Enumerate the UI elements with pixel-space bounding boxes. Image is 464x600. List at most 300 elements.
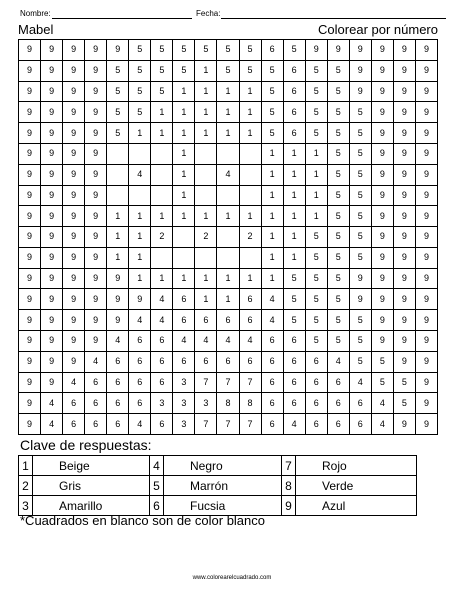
grid-cell [151,248,173,269]
key-number: 6 [150,496,164,516]
grid-cell: 9 [416,206,438,227]
grid-cell: 6 [129,331,151,352]
grid-cell: 1 [240,102,262,123]
grid-cell: 5 [129,61,151,82]
grid-cell: 9 [63,269,85,290]
grid-cell: 9 [416,82,438,103]
grid-cell: 9 [63,165,85,186]
grid-cell: 9 [41,186,63,207]
grid-cell: 9 [41,269,63,290]
grid-cell: 6 [217,310,239,331]
key-number: 4 [150,456,164,476]
grid-cell: 6 [63,414,85,435]
grid-cell: 2 [240,227,262,248]
grid-cell: 5 [350,165,372,186]
grid-cell: 9 [394,186,416,207]
grid-cell: 3 [151,393,173,414]
grid-cell: 9 [41,82,63,103]
grid-cell: 9 [306,40,328,61]
grid-cell [240,248,262,269]
grid-cell: 9 [394,40,416,61]
grid-cell: 9 [63,206,85,227]
grid-cell: 8 [240,393,262,414]
grid-cell: 9 [394,227,416,248]
grid-cell: 9 [19,102,41,123]
grid-cell: 9 [85,227,107,248]
grid-cell: 1 [240,123,262,144]
grid-cell: 1 [195,123,217,144]
grid-cell: 9 [416,102,438,123]
grid-cell: 9 [394,414,416,435]
answer-key-row [19,476,417,496]
grid-cell: 6 [129,352,151,373]
student-name: Mabel [18,22,54,37]
grid-cell: 9 [63,144,85,165]
grid-cell [217,248,239,269]
grid-cell: 9 [129,289,151,310]
grid-cell: 9 [350,82,372,103]
grid-cell: 6 [328,414,350,435]
grid-cell: 5 [350,248,372,269]
grid-cell: 5 [328,186,350,207]
grid-cell: 6 [107,414,129,435]
grid-cell: 3 [195,393,217,414]
grid-cell: 1 [107,248,129,269]
grid-cell: 9 [372,40,394,61]
grid-cell: 9 [416,373,438,394]
grid-cell: 9 [328,40,350,61]
grid-cell: 9 [63,248,85,269]
grid-cell: 1 [173,144,195,165]
grid-cell: 9 [394,206,416,227]
grid-cell: 1 [173,186,195,207]
grid-cell: 9 [19,269,41,290]
key-color-name: Azul [296,496,417,516]
grid-cell: 6 [262,373,284,394]
grid-cell: 9 [41,165,63,186]
grid-cell: 9 [372,310,394,331]
grid-cell: 6 [151,331,173,352]
grid-cell: 4 [41,414,63,435]
grid-cell: 5 [328,102,350,123]
grid-cell: 9 [107,269,129,290]
grid-cell: 4 [41,393,63,414]
grid-cell: 5 [306,82,328,103]
grid-cell: 4 [328,352,350,373]
grid-cell: 6 [129,373,151,394]
grid-cell: 4 [372,393,394,414]
grid-cell: 3 [173,393,195,414]
grid-cell: 5 [328,82,350,103]
grid-cell: 6 [284,352,306,373]
grid-cell: 1 [284,144,306,165]
grid-cell: 6 [284,102,306,123]
grid-cell: 6 [85,414,107,435]
grid-cell: 5 [306,331,328,352]
grid-cell: 9 [85,165,107,186]
grid-cell: 6 [350,414,372,435]
grid-cell: 9 [19,206,41,227]
key-number: 2 [19,476,33,496]
grid-cell: 9 [19,373,41,394]
grid-cell: 5 [328,248,350,269]
grid-cell: 5 [129,40,151,61]
grid-cell: 1 [151,102,173,123]
grid-cell: 6 [151,414,173,435]
grid-cell: 6 [63,393,85,414]
grid-cell: 1 [173,269,195,290]
grid-cell: 9 [19,393,41,414]
grid-cell: 4 [173,331,195,352]
date-underline [221,18,446,19]
grid-cell: 4 [350,373,372,394]
grid-cell: 6 [129,393,151,414]
grid-cell: 5 [350,352,372,373]
grid-cell: 9 [41,206,63,227]
grid-cell: 1 [306,144,328,165]
grid-cell: 1 [173,82,195,103]
grid-cell: 9 [350,269,372,290]
key-color-name: Amarillo [33,496,150,516]
answer-key-row [19,456,417,476]
grid-cell: 9 [394,289,416,310]
color-by-number-grid [18,39,438,435]
key-number: 3 [19,496,33,516]
grid-cell: 5 [306,269,328,290]
grid-cell: 1 [262,186,284,207]
grid-cell: 5 [306,227,328,248]
grid-cell: 9 [394,165,416,186]
grid-cell: 6 [240,310,262,331]
grid-cell: 4 [217,331,239,352]
grid-cell: 9 [63,352,85,373]
grid-cell: 9 [19,248,41,269]
grid-cell [240,144,262,165]
grid-cell: 9 [41,331,63,352]
grid-cell: 9 [416,248,438,269]
grid-cell: 9 [372,123,394,144]
grid-cell: 9 [416,352,438,373]
grid-cell: 9 [41,144,63,165]
grid-cell: 5 [107,61,129,82]
grid-cell: 5 [107,102,129,123]
grid-cell: 6 [328,373,350,394]
grid-cell: 1 [195,269,217,290]
grid-cell: 9 [19,352,41,373]
grid-cell: 9 [350,61,372,82]
grid-cell: 5 [262,82,284,103]
grid-cell: 6 [107,352,129,373]
grid-cell: 9 [416,40,438,61]
grid-cell: 5 [240,40,262,61]
grid-cell [240,165,262,186]
grid-cell: 4 [240,331,262,352]
grid-cell [107,144,129,165]
grid-cell: 7 [217,373,239,394]
answer-key-title: Clave de respuestas: [20,437,152,453]
grid-cell: 9 [394,269,416,290]
grid-cell: 9 [107,40,129,61]
grid-cell: 5 [328,269,350,290]
key-number: 5 [150,476,164,496]
grid-cell: 9 [107,289,129,310]
grid-cell: 4 [262,310,284,331]
key-color-name: Negro [164,456,282,476]
grid-cell: 9 [394,123,416,144]
grid-cell: 9 [394,102,416,123]
grid-cell: 9 [107,310,129,331]
grid-cell: 9 [63,40,85,61]
grid-cell: 4 [372,414,394,435]
grid-cell: 1 [262,165,284,186]
grid-cell: 7 [195,414,217,435]
grid-cell: 6 [284,331,306,352]
grid-cell: 1 [217,102,239,123]
grid-cell: 9 [416,227,438,248]
grid-cell: 9 [85,331,107,352]
worksheet-title: Colorear por número [318,22,438,37]
grid-cell: 9 [19,40,41,61]
grid-cell: 6 [262,393,284,414]
grid-cell: 1 [151,206,173,227]
grid-cell: 5 [151,82,173,103]
grid-cell: 5 [372,352,394,373]
grid-cell: 9 [416,289,438,310]
grid-cell: 6 [151,373,173,394]
grid-cell: 1 [284,227,306,248]
grid-cell: 5 [262,123,284,144]
grid-cell: 7 [240,373,262,394]
grid-cell: 1 [151,123,173,144]
grid-cell: 9 [85,289,107,310]
key-number: 1 [19,456,33,476]
grid-cell: 1 [217,206,239,227]
grid-cell: 9 [394,144,416,165]
grid-cell: 9 [394,331,416,352]
grid-cell: 1 [284,206,306,227]
grid-cell: 6 [173,289,195,310]
grid-cell: 1 [262,206,284,227]
grid-cell: 3 [173,373,195,394]
grid-cell: 6 [284,123,306,144]
grid-cell: 9 [41,102,63,123]
key-number: 8 [282,476,296,496]
grid-cell: 9 [63,310,85,331]
grid-cell: 1 [240,269,262,290]
grid-cell: 6 [262,414,284,435]
grid-cell: 5 [173,40,195,61]
grid-cell: 5 [284,40,306,61]
grid-cell: 9 [63,61,85,82]
grid-cell: 5 [151,61,173,82]
grid-cell: 1 [195,206,217,227]
grid-cell: 5 [328,61,350,82]
grid-cell: 1 [173,206,195,227]
grid-cell: 9 [350,289,372,310]
grid-cell: 1 [240,206,262,227]
grid-cell: 6 [195,352,217,373]
grid-cell: 9 [372,144,394,165]
grid-cell: 9 [63,123,85,144]
grid-cell: 5 [350,227,372,248]
grid-cell: 5 [306,61,328,82]
grid-cell: 6 [262,40,284,61]
grid-cell [107,165,129,186]
grid-cell: 1 [129,269,151,290]
grid-cell: 5 [350,102,372,123]
grid-cell: 5 [306,310,328,331]
grid-cell: 5 [284,269,306,290]
grid-cell: 9 [85,123,107,144]
grid-cell: 9 [85,186,107,207]
grid-cell: 6 [217,352,239,373]
grid-cell: 5 [350,123,372,144]
grid-cell: 9 [416,269,438,290]
grid-cell: 9 [19,186,41,207]
grid-cell: 9 [85,102,107,123]
grid-cell: 9 [63,289,85,310]
grid-cell: 5 [151,40,173,61]
grid-cell [107,186,129,207]
grid-cell: 6 [151,352,173,373]
grid-cell: 6 [107,393,129,414]
grid-cell [129,186,151,207]
grid-cell: 9 [85,82,107,103]
grid-cell [240,186,262,207]
grid-cell: 9 [85,40,107,61]
grid-cell: 6 [240,352,262,373]
grid-cell: 5 [107,123,129,144]
grid-cell: 6 [306,352,328,373]
grid-cell: 9 [41,40,63,61]
grid-cell [195,165,217,186]
grid-cell: 9 [394,61,416,82]
grid-cell: 5 [217,61,239,82]
grid-cell: 5 [328,123,350,144]
grid-cell: 5 [394,373,416,394]
grid-cell: 7 [217,414,239,435]
grid-cell: 9 [19,310,41,331]
grid-cell: 6 [240,289,262,310]
grid-cell: 9 [350,40,372,61]
grid-cell: 9 [19,331,41,352]
grid-cell: 6 [284,373,306,394]
grid-cell: 4 [63,373,85,394]
grid-cell: 9 [372,206,394,227]
grid-cell: 9 [41,352,63,373]
grid-cell: 1 [173,102,195,123]
grid-cell: 5 [284,289,306,310]
grid-cell: 4 [151,310,173,331]
grid-cell: 9 [416,186,438,207]
grid-cell [173,248,195,269]
grid-cell [129,144,151,165]
grid-cell: 9 [416,123,438,144]
grid-cell: 9 [372,289,394,310]
grid-cell: 1 [217,123,239,144]
grid-cell: 5 [306,289,328,310]
grid-cell: 9 [41,123,63,144]
grid-cell: 5 [328,144,350,165]
grid-cell [195,186,217,207]
grid-cell: 1 [151,269,173,290]
grid-cell: 9 [394,352,416,373]
grid-cell: 3 [173,414,195,435]
grid-cell: 7 [195,373,217,394]
grid-cell: 1 [129,123,151,144]
grid-cell: 5 [306,248,328,269]
grid-cell: 1 [262,227,284,248]
grid-cell: 9 [41,289,63,310]
grid-cell: 9 [63,102,85,123]
grid-cell: 9 [372,227,394,248]
grid-cell: 5 [350,144,372,165]
key-color-name: Marrón [164,476,282,496]
grid-cell: 4 [284,414,306,435]
grid-cell: 9 [19,82,41,103]
grid-cell: 4 [195,331,217,352]
grid-cell: 6 [306,393,328,414]
grid-cell: 9 [372,102,394,123]
grid-cell: 7 [240,414,262,435]
answer-key-table [18,455,417,516]
grid-cell: 9 [63,227,85,248]
grid-cell [151,165,173,186]
grid-cell: 9 [19,123,41,144]
grid-cell: 1 [173,123,195,144]
grid-cell: 6 [328,393,350,414]
grid-cell: 9 [394,310,416,331]
grid-cell [195,248,217,269]
grid-cell: 6 [173,352,195,373]
grid-cell: 1 [306,186,328,207]
grid-cell: 9 [85,310,107,331]
grid-cell: 1 [284,165,306,186]
grid-cell [217,144,239,165]
grid-cell: 5 [284,310,306,331]
grid-cell: 1 [306,206,328,227]
grid-cell: 4 [217,165,239,186]
date-label: Fecha: [196,9,221,18]
key-number: 7 [282,456,296,476]
grid-cell: 5 [306,102,328,123]
grid-cell: 4 [151,289,173,310]
grid-cell: 9 [85,206,107,227]
grid-cell: 9 [416,414,438,435]
grid-cell: 4 [129,414,151,435]
grid-cell: 9 [19,227,41,248]
grid-cell: 5 [372,373,394,394]
grid-cell: 1 [107,227,129,248]
grid-cell: 9 [19,414,41,435]
grid-cell [151,144,173,165]
grid-cell: 9 [372,61,394,82]
grid-cell: 9 [41,373,63,394]
grid-cell: 6 [284,82,306,103]
key-color-name: Fucsia [164,496,282,516]
grid-cell: 5 [262,102,284,123]
grid-cell: 9 [394,248,416,269]
key-color-name: Verde [296,476,417,496]
grid-cell: 9 [372,269,394,290]
grid-cell: 1 [195,82,217,103]
grid-cell: 1 [284,186,306,207]
grid-cell: 5 [129,102,151,123]
grid-cell: 6 [262,352,284,373]
grid-cell: 6 [85,373,107,394]
grid-cell: 9 [19,61,41,82]
key-color-name: Gris [33,476,150,496]
